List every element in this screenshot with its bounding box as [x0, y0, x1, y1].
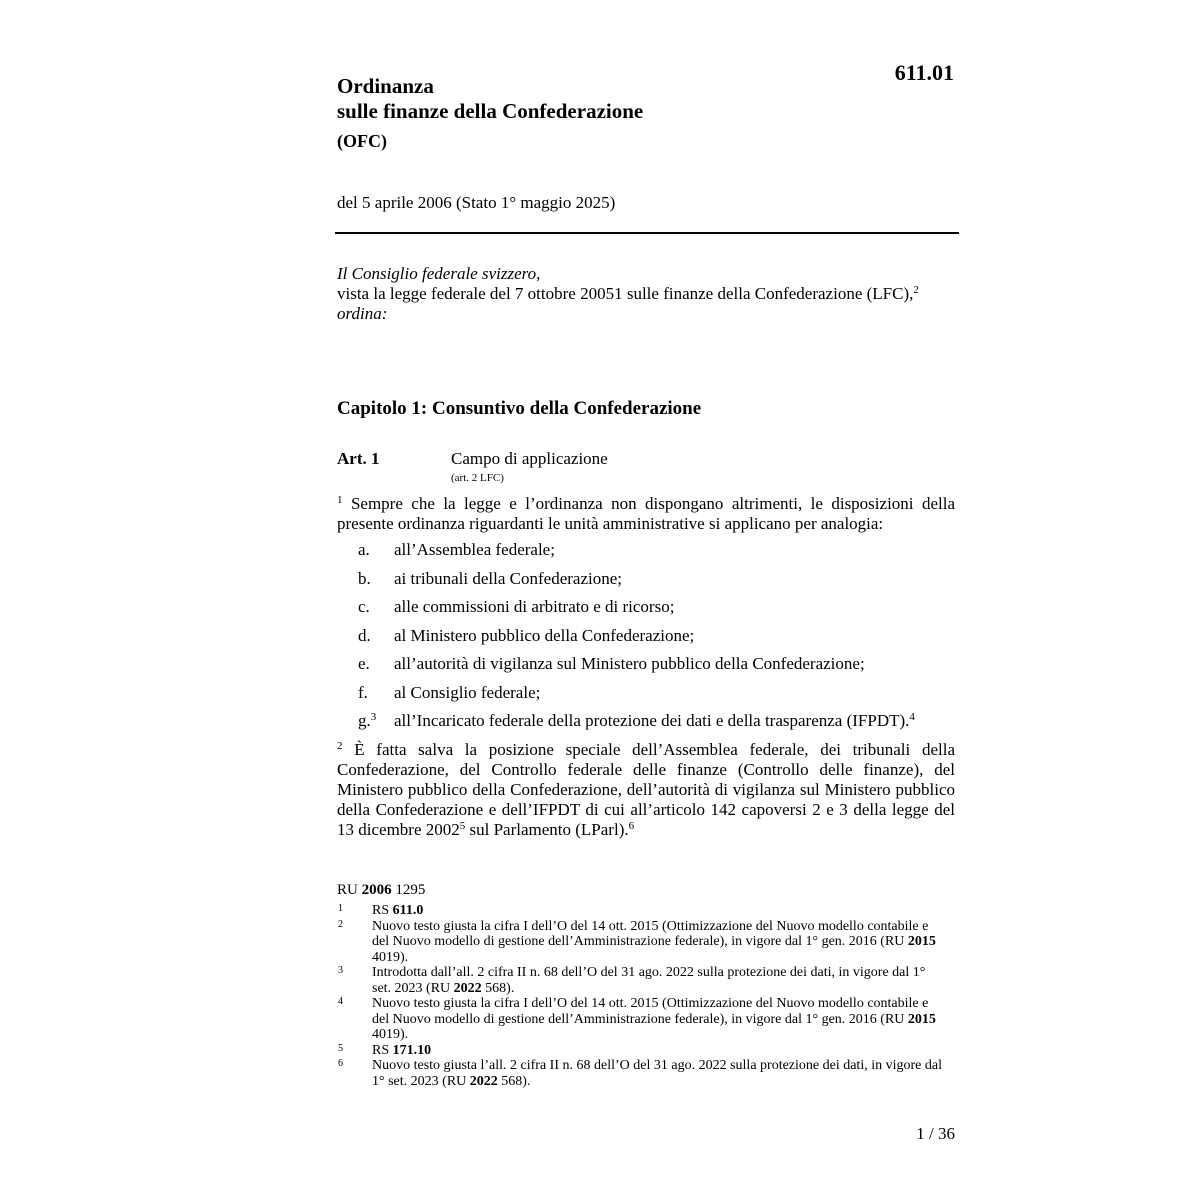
official-compilation-ref: RU 2006 1295 [337, 882, 426, 898]
footnote [337, 919, 947, 966]
footnotes [337, 903, 947, 1089]
list-item-text: al Consiglio federale; [394, 682, 541, 702]
list-item [358, 711, 958, 740]
article-item-list [358, 540, 958, 740]
list-item [358, 540, 958, 569]
footnote-number: 4 [338, 996, 343, 1007]
list-item [358, 654, 958, 683]
list-item-letter: e. [358, 654, 370, 673]
list-item-text: all’Assemblea federale; [394, 540, 555, 559]
list-item [358, 626, 958, 655]
list-item [358, 597, 958, 626]
footnote-ref[interactable]: 6 [628, 820, 635, 832]
list-item-text: alle commissioni di arbitrato e di ricorso; [394, 597, 675, 616]
sr-number: 611.01 [894, 60, 954, 85]
paragraph-text: Sempre che la legge e l’ordinanza non dispongano altrimenti, le disposizioni della presente ordinanza riguardanti le unità amministrative si applicano per analogia: [337, 494, 955, 533]
footnote-ref[interactable]: 2 [913, 284, 919, 296]
date-status-line: del 5 aprile 2006 (Stato 1° maggio 2025) [337, 193, 616, 212]
list-item-letter: b. [358, 568, 371, 588]
title-line-1: Ordinanza [337, 74, 434, 98]
list-item-letter: d. [358, 625, 371, 645]
title-abbreviation: (OFC) [337, 131, 387, 151]
footnote-ref[interactable]: 5 [459, 820, 466, 832]
preamble [337, 264, 957, 324]
article-reference: (art. 2 LFC) [451, 472, 504, 484]
footnote-number: 5 [338, 1042, 343, 1054]
list-item-text: ai tribunali della Confederazione; [394, 568, 622, 588]
chapter-heading: Capitolo 1: Consuntivo della Confederazione [337, 398, 702, 419]
list-item-letter: g.$^3$ [358, 711, 377, 730]
article-title: Campo di applicazione [451, 449, 608, 468]
preamble-decree: ordina: [337, 304, 388, 323]
article-paragraph-2 [337, 740, 955, 840]
footnote-text: Introdotta dall’all. 2 cifra II n. 68 dell’O del 31 ago. 2022 sulla protezione dei dati, in vigore dal 1° set. 2023 (RU 2022 568). [372, 965, 926, 996]
preamble-authority: Il Consiglio federale svizzero, [337, 264, 541, 283]
article-paragraph-1 [337, 494, 955, 534]
footnote-text: Nuovo testo giusta la cifra I dell’O del 14 ott. 2015 (Ottimizzazione del Nuovo modello contabile e del Nuovo modello di gestione dell’Amministrazione federale), in vigore dal 1° gen. 2016 (RU 2015 4019). [372, 996, 936, 1042]
paragraph-text-end: sul Parlamento (LParl). [465, 820, 629, 839]
footnote-text: RS 171.10 [372, 1042, 432, 1058]
list-item-letter: f. [358, 682, 368, 702]
footnote-ref[interactable]: 4 [909, 711, 915, 723]
footnote [337, 1058, 947, 1089]
paragraph-text: È fatta salva la posizione speciale dell’Assemblea federale, dei tribunali della Confederazione, del Controllo federale delle finanze (Controllo delle finanze), del Ministero pubblico della Confederazione, dell’autorità di vigilanza sul Ministero pubblico della Confederazione e dell’IFPDT di cui all’articolo 142 capoversi 2 e 3 della legge del 13 dicembre 2002 [337, 740, 955, 839]
footnote-text: RS 611.0 [372, 903, 424, 918]
paragraph-number: 2 [337, 740, 343, 752]
list-item [358, 569, 958, 598]
footnote-number: 3 [338, 965, 343, 976]
footnote-text: Nuovo testo giusta l’all. 2 cifra II n. 68 dell’O del 31 ago. 2022 sulla protezione dei dati, in vigore dal 1° set. 2023 (RU 2022 568). [372, 1058, 942, 1089]
footnote-number: 1 [338, 903, 343, 914]
footnote [337, 965, 947, 996]
footnote-ref[interactable]: 3 [370, 711, 377, 723]
article-number: Art. 1 [337, 449, 380, 468]
footnote [337, 1043, 947, 1059]
footnote-number: 2 [338, 918, 343, 930]
title-line-2: sulle finanze della Confederazione [337, 99, 644, 123]
preamble-basis [337, 284, 957, 304]
footnote [337, 996, 947, 1043]
horizontal-rule [335, 232, 959, 234]
footnote-text: Nuovo testo giusta la cifra I dell’O del 14 ott. 2015 (Ottimizzazione del Nuovo modello contabile e del Nuovo modello di gestione dell’Amministrazione federale), in vigore dal 1° gen. 2016 (RU 2015 4019). [372, 918, 936, 965]
list-item [358, 683, 958, 712]
list-item-text: all’autorità di vigilanza sul Ministero pubblico della Confederazione; [394, 654, 865, 673]
list-item-letter: c. [358, 597, 370, 616]
title-block [337, 74, 643, 153]
footnote-number: 6 [338, 1058, 343, 1069]
footnote [337, 903, 947, 919]
list-item-letter: a. [358, 540, 370, 559]
list-item-text: all’Incaricato federale della protezione dei dati e della trasparenza (IFPDT).$^4$ [394, 711, 915, 730]
preamble-basis-text: vista la legge federale del 7 ottobre 20051 sulle finanze della Confederazione (LFC), [337, 284, 914, 303]
list-item-text: al Ministero pubblico della Confederazione; [394, 625, 695, 645]
page-number: 1 / 36 [916, 1124, 955, 1143]
paragraph-number: 1 [337, 494, 343, 506]
